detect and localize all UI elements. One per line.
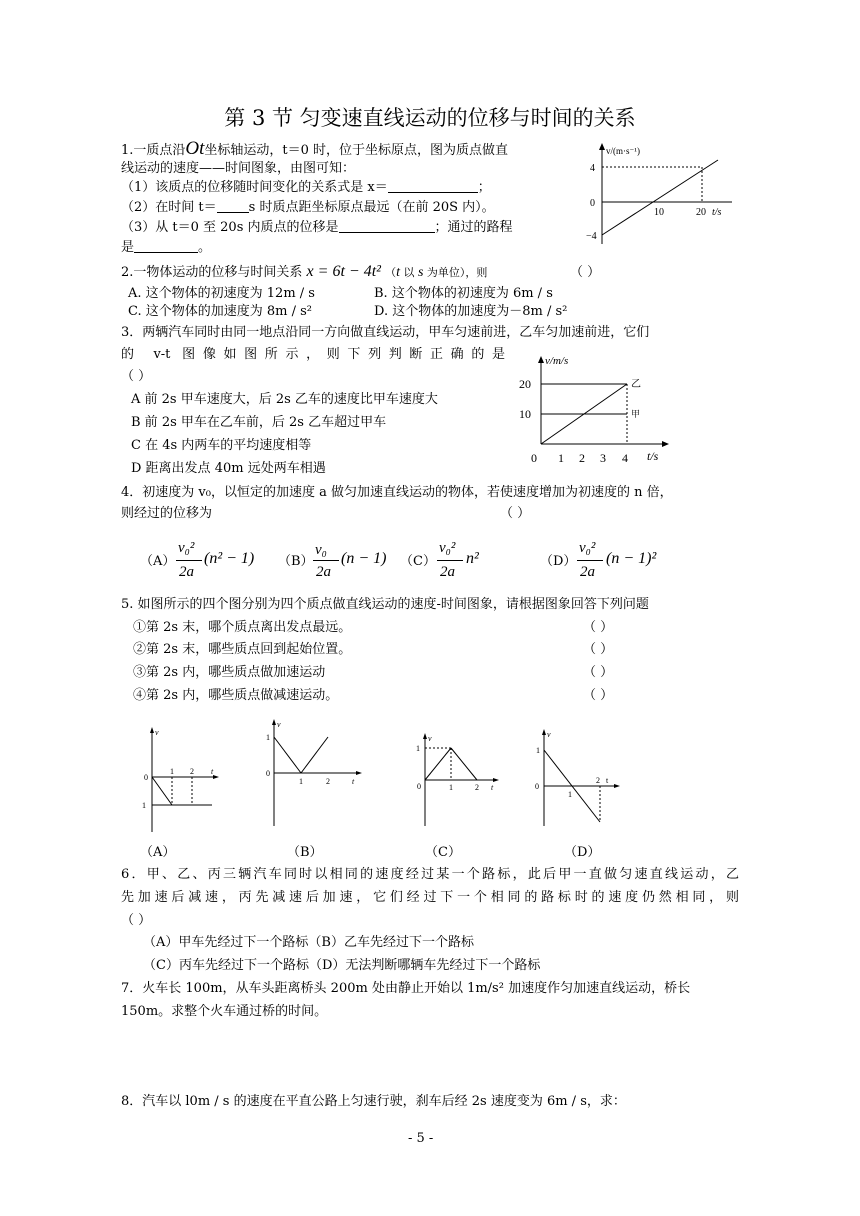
x-axis-label: t/s bbox=[712, 207, 722, 218]
answer-paren[interactable]: （ ） bbox=[583, 688, 614, 703]
fraction-numerator: v₀² bbox=[579, 540, 596, 556]
y-tick-label: 10 bbox=[519, 407, 531, 421]
tick-label: 1 bbox=[536, 746, 540, 755]
page-number: - 5 - bbox=[408, 1131, 434, 1146]
q5-graph-d bbox=[530, 726, 630, 830]
y-axis-label: v bbox=[155, 728, 159, 737]
q2-var: s bbox=[417, 265, 424, 280]
q5-caption-b: （B） bbox=[287, 845, 323, 860]
q5-item-4: ④第 2s 内，哪些质点做减速运动。 bbox=[133, 688, 339, 703]
fraction-numerator: v₀ bbox=[315, 542, 327, 558]
tick-label: 2 bbox=[326, 777, 330, 786]
q5-graph-c bbox=[405, 730, 505, 830]
x-axis-arrow bbox=[493, 778, 499, 782]
x-axis-label: t bbox=[491, 783, 494, 792]
fraction-denominator: 2a bbox=[316, 564, 331, 580]
label-jia: 甲 bbox=[631, 409, 641, 419]
tick-label: 1 bbox=[449, 783, 453, 792]
answer-paren[interactable]: （ ） bbox=[583, 642, 614, 657]
option-label: （C） bbox=[400, 554, 436, 569]
q5-graph-a bbox=[135, 722, 225, 834]
x-tick-label: 3 bbox=[600, 451, 606, 465]
velocity-line bbox=[451, 748, 477, 780]
fraction-bar bbox=[176, 560, 202, 561]
fraction-factor: (n² − 1) bbox=[204, 550, 255, 567]
answer-blank[interactable] bbox=[388, 179, 478, 193]
option-label: （D） bbox=[540, 554, 577, 569]
fraction-bar bbox=[577, 560, 603, 561]
y-axis-arrow bbox=[538, 356, 544, 363]
q1-text: （2）在时间 t＝ bbox=[121, 200, 217, 215]
q2-option-c: C. 这个物体的加速度为 8m / s² bbox=[128, 304, 313, 319]
x-tick-label: 20 bbox=[696, 207, 706, 218]
q2-option-d: D. 这个物体的加速度为－8m / s² bbox=[374, 304, 568, 319]
y-axis-label: v bbox=[428, 734, 432, 743]
x-tick-label: 0 bbox=[531, 451, 537, 465]
x-tick-label: 1 bbox=[558, 451, 564, 465]
q2-text: 以 bbox=[399, 266, 418, 279]
q2-text: 为单位），则 bbox=[423, 266, 488, 279]
q5-item-1: ①第 2s 末，哪个质点离出发点最远。 bbox=[133, 620, 352, 635]
q4-line-2: 则经过的位移为 bbox=[121, 506, 213, 521]
q2-text: （ bbox=[385, 266, 397, 279]
q1-text: 1.一质点沿 bbox=[121, 143, 186, 158]
answer-blank[interactable] bbox=[339, 219, 435, 233]
q6-line-2: 先加速后减速，丙先减速后加速，它们经过下一个相同的路标时的速度仍然相同，则 bbox=[121, 890, 739, 905]
fraction-numerator: v₀² bbox=[439, 540, 456, 556]
y-axis-label: v/(m·s⁻¹) bbox=[606, 146, 640, 156]
q5-stem: 5. 如图所示的四个图分别为四个质点做直线运动的速度-时间图象，请根据图象回答下列问题 bbox=[121, 597, 649, 612]
x-tick-label: 4 bbox=[622, 451, 628, 465]
q2-formula: x = 6t − 4t² bbox=[306, 263, 381, 280]
x-axis-label: t bbox=[352, 777, 355, 786]
q1-text: 是 bbox=[121, 240, 135, 255]
fraction-bar bbox=[437, 560, 463, 561]
label-yi: 乙 bbox=[631, 379, 641, 390]
q2-option-a: A. 这个物体的初速度为 12m / s bbox=[128, 286, 315, 301]
q5-caption-d: （D） bbox=[564, 845, 601, 860]
answer-paren[interactable]: （ ） bbox=[121, 913, 152, 928]
q1-text: （3）从 t＝0 至 20s 内质点的位移是 bbox=[121, 220, 339, 235]
q1-text: 。 bbox=[198, 240, 212, 255]
answer-paren[interactable]: （ ） bbox=[570, 265, 601, 280]
fraction-factor: (n − 1) bbox=[341, 550, 387, 567]
fraction-denominator: 2a bbox=[580, 564, 595, 580]
q1-line-5 bbox=[121, 219, 513, 237]
q1-text: ； bbox=[477, 180, 491, 195]
q1-text: 坐标轴运动，t＝0 时，位于坐标原点，图为质点做直 bbox=[204, 143, 509, 158]
q6-line-1: 6．甲、乙、丙三辆汽车同时以相同的速度经过某一个路标，此后甲一直做匀速直线运动，乙 bbox=[121, 867, 739, 882]
x-axis-arrow bbox=[356, 771, 362, 775]
q8-line-1: 8．汽车以 l0m / s 的速度在平直公路上匀速行驶，刹车后经 2s 速度变为 6m / s，求： bbox=[121, 1094, 626, 1109]
q1-text: ；通过的路程 bbox=[434, 220, 513, 235]
velocity-line bbox=[425, 748, 451, 780]
tick-label: 1 bbox=[266, 733, 270, 742]
y-axis-label: v/m/s bbox=[545, 355, 569, 367]
q1-line-6 bbox=[121, 239, 211, 257]
x-axis-label: t bbox=[211, 767, 214, 776]
answer-paren[interactable]: （ ） bbox=[583, 665, 614, 680]
q5-item-3: ③第 2s 内，哪些质点做加速运动 bbox=[133, 665, 326, 680]
y-axis-label: v bbox=[547, 730, 551, 739]
x-tick-label: 10 bbox=[654, 207, 664, 218]
q4-line-1: 4．初速度为 v₀，以恒定的加速度 a 做匀加速直线运动的物体，若使速度增加为初速度的 n 倍， bbox=[121, 485, 673, 500]
tick-label: 0 bbox=[266, 769, 270, 778]
x-tick-label: 2 bbox=[579, 451, 585, 465]
x-axis-label: t/s bbox=[647, 449, 659, 463]
q3-option-d: D 距离出发点 40m 远处两车相遇 bbox=[131, 461, 326, 476]
answer-paren[interactable]: （ ） bbox=[500, 506, 531, 521]
y-tick-label: 4 bbox=[590, 163, 595, 174]
y-axis-label: v bbox=[277, 720, 281, 729]
tick-label: 2 bbox=[596, 776, 600, 785]
y-axis-arrow bbox=[599, 143, 605, 150]
option-label: （B） bbox=[278, 554, 314, 569]
q6-options-cd: （C）丙车先经过下一个路标（D）无法判断哪辆车先经过下一个路标 bbox=[143, 958, 541, 973]
answer-paren[interactable]: （ ） bbox=[121, 369, 152, 384]
q7-line-2: 150m。求整个火车通过桥的时间。 bbox=[121, 1004, 328, 1019]
q7-line-1: 7．火车长 100m，从车头距离桥头 200m 处由静止开始以 1m/s² 加速度作匀加速直线运动，桥长 bbox=[121, 981, 691, 996]
fraction-bar bbox=[313, 560, 339, 561]
option-label: （A） bbox=[140, 554, 176, 569]
tick-label: 0 bbox=[417, 782, 421, 791]
q2-text: 2.一物体运动的位移与时间关系 bbox=[121, 265, 303, 280]
x-axis-label: t bbox=[606, 776, 609, 785]
x-axis-arrow bbox=[213, 775, 219, 779]
q3-option-c: C 在 4s 内两车的平均速度相等 bbox=[131, 438, 312, 453]
q6-options-ab: （A）甲车先经过下一个路标（B）乙车先经过下一个路标 bbox=[143, 935, 474, 950]
q1-text: s 时质点距坐标原点最远（在前 20S 内）。 bbox=[248, 200, 495, 215]
velocity-line bbox=[301, 737, 328, 773]
q2-var: t bbox=[396, 265, 400, 280]
tick-label: 1 bbox=[416, 744, 420, 753]
y-axis-arrow bbox=[423, 733, 427, 739]
fraction-denominator: 2a bbox=[440, 564, 455, 580]
q2-option-b: B. 这个物体的初速度为 6m / s bbox=[374, 286, 553, 301]
velocity-line bbox=[274, 737, 301, 773]
q1-vt-graph bbox=[580, 140, 740, 246]
y-tick-label: 0 bbox=[590, 198, 595, 209]
q5-caption-c: （C） bbox=[425, 845, 461, 860]
tick-label: 2 bbox=[475, 783, 479, 792]
tick-label: 1 bbox=[170, 767, 174, 776]
q5-item-2: ②第 2s 末，哪些质点回到起始位置。 bbox=[133, 642, 352, 657]
q1-line-3 bbox=[121, 179, 491, 197]
y-axis-arrow bbox=[272, 719, 276, 725]
tick-label: 1 bbox=[142, 801, 146, 810]
tick-label: 1 bbox=[299, 777, 303, 786]
q3-vt-graph bbox=[515, 348, 675, 466]
answer-paren[interactable]: （ ） bbox=[583, 620, 614, 635]
q2-stem bbox=[121, 263, 487, 282]
y-axis-arrow bbox=[150, 727, 154, 733]
q1-axis-symbol: Ot bbox=[185, 138, 205, 159]
q3-option-a: A 前 2s 甲车速度大，后 2s 乙车的速度比甲车速度大 bbox=[131, 392, 438, 407]
tick-label: 0 bbox=[144, 773, 148, 782]
q5-caption-a: （A） bbox=[140, 845, 176, 860]
q1-text: （1）该质点的位移随时间变化的关系式是 x＝ bbox=[121, 180, 388, 195]
answer-blank[interactable] bbox=[134, 239, 198, 253]
q3-line-2: 的 v-t 图像如图所示，则下列判断正确的是 bbox=[121, 347, 505, 362]
tick-label: 2 bbox=[190, 767, 194, 776]
velocity-line bbox=[602, 160, 718, 235]
q3-option-b: B 前 2s 甲车在乙车前，后 2s 乙车超过甲车 bbox=[131, 415, 387, 430]
tick-label: 1 bbox=[568, 790, 572, 799]
y-tick-label: −4 bbox=[586, 231, 597, 242]
y-tick-label: 20 bbox=[519, 377, 531, 391]
x-axis-arrow bbox=[662, 441, 669, 447]
fraction-denominator: 2a bbox=[179, 564, 194, 580]
q1-line-1 bbox=[121, 140, 508, 160]
tick-label: 0 bbox=[535, 782, 539, 791]
y-axis-arrow bbox=[542, 729, 546, 735]
q3-line-1: 3．两辆汽车同时由同一地点沿同一方向做直线运动，甲车匀速前进，乙车匀加速前进，它们 bbox=[121, 325, 650, 340]
q1-line-4 bbox=[121, 199, 495, 217]
x-axis-arrow bbox=[614, 784, 620, 788]
fraction-factor: (n − 1)² bbox=[606, 550, 657, 567]
q5-graph-b bbox=[258, 716, 368, 828]
answer-blank[interactable] bbox=[217, 199, 249, 213]
q1-line-2: 线运动的速度——时间图象，由图可知： bbox=[121, 161, 356, 176]
page-title: 第 3 节 匀变速直线运动的位移与时间的关系 bbox=[224, 106, 636, 130]
velocity-line bbox=[152, 777, 172, 805]
fraction-numerator: v₀² bbox=[178, 540, 195, 556]
fraction-factor: n² bbox=[466, 550, 479, 567]
